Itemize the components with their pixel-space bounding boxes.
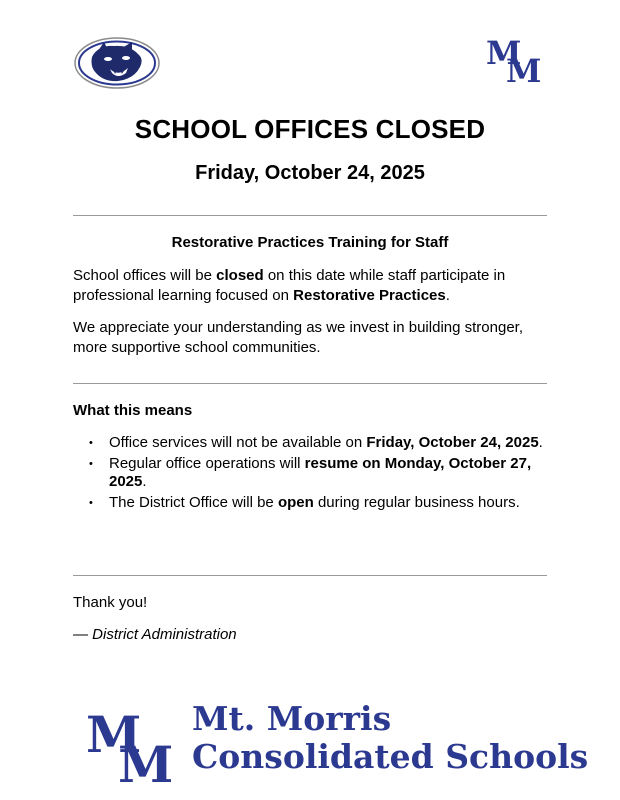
- section-heading: What this means: [73, 402, 193, 419]
- bullet-icon: •: [89, 497, 93, 509]
- mm-monogram-large-icon: [84, 706, 186, 784]
- closure-paragraph: School offices will be closed on this date while staff participate in professional learning focused on Restorative Practices.: [73, 267, 506, 304]
- bullet-icon: •: [89, 458, 93, 470]
- thanks-text: Thank you!: [73, 594, 148, 611]
- district-name-line1: Mt. Morris: [192, 699, 392, 738]
- list-item: • The District Office will be open during regular business hours.: [89, 494, 520, 511]
- svg-text:M: M: [86, 706, 142, 764]
- appreciation-paragraph: We appreciate your understanding as we invest in building stronger, more supportive school communities.: [73, 319, 523, 356]
- district-name-line2: Consolidated Schools: [192, 737, 589, 776]
- svg-text:M: M: [486, 34, 522, 72]
- list-item: • Office services will not be available on Friday, October 24, 2025.: [89, 434, 543, 451]
- mm-monogram-icon: [484, 34, 548, 84]
- svg-text:M: M: [506, 52, 542, 84]
- district-name: [192, 700, 588, 776]
- divider: [73, 383, 547, 384]
- panther-logo: [74, 37, 160, 89]
- divider: [73, 215, 547, 216]
- page-title: SCHOOL OFFICES CLOSED: [134, 114, 486, 144]
- divider: [73, 575, 547, 576]
- signature: — District Administration: [73, 626, 237, 643]
- training-subtitle: Restorative Practices Training for Staff: [171, 234, 449, 251]
- bullet-list: [73, 434, 547, 515]
- svg-text:M: M: [118, 735, 174, 784]
- bullet-icon: •: [89, 437, 93, 449]
- closure-date: Friday, October 24, 2025: [195, 162, 425, 184]
- list-item: • Regular office operations will resume on Monday, October 27, 2025.: [89, 455, 532, 490]
